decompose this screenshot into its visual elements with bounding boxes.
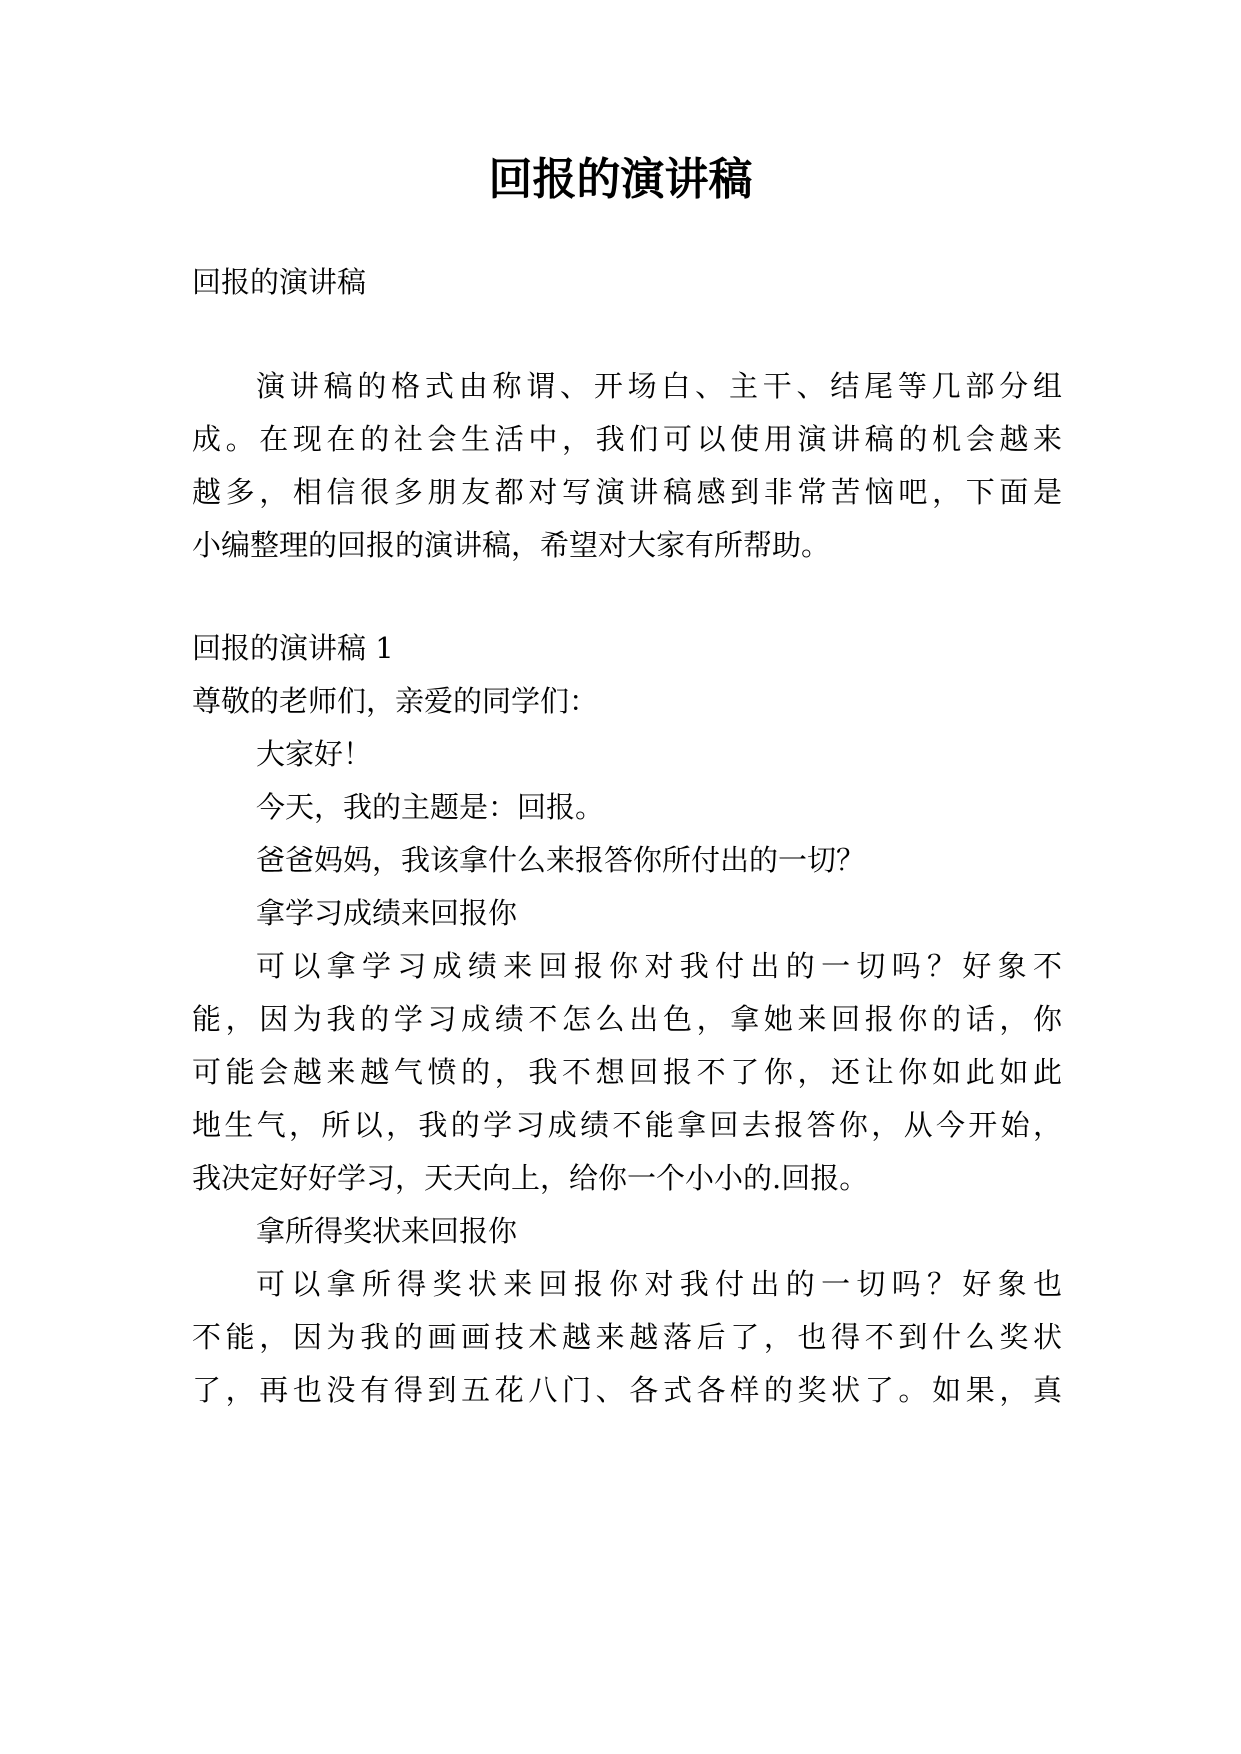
part1-body-line-3: 可能会越来越气愤的，我不想回报不了你，还让你如此如此	[192, 1055, 1062, 1089]
part1-body-line-1: 可以拿学习成绩来回报你对我付出的一切吗？好象不	[256, 949, 1062, 983]
part1-body-line-4: 地生气，所以，我的学习成绩不能拿回去报答你，从今开始，	[192, 1108, 1062, 1142]
question-line: 爸爸妈妈，我该拿什么来报答你所付出的一切？	[256, 843, 866, 877]
salutation: 尊敬的老师们，亲爱的同学们：	[192, 684, 599, 718]
document-title: 回报的演讲稿	[488, 154, 753, 205]
intro-line-2: 成。在现在的社会生活中，我们可以使用演讲稿的机会越来	[192, 422, 1062, 456]
section-heading: 回报的演讲稿 1	[192, 631, 394, 665]
part2-body-line-2: 不能，因为我的画画技术越来越落后了，也得不到什么奖状	[192, 1320, 1062, 1354]
greeting: 大家好！	[256, 737, 373, 771]
intro-line-3: 越多，相信很多朋友都对写演讲稿感到非常苦恼吧，下面是	[192, 475, 1062, 509]
part2-heading: 拿所得奖状来回报你	[256, 1214, 518, 1248]
part2-body-line-1: 可以拿所得奖状来回报你对我付出的一切吗？好象也	[256, 1267, 1062, 1301]
topic-line: 今天，我的主题是：回报。	[256, 790, 605, 824]
part1-heading: 拿学习成绩来回报你	[256, 896, 518, 930]
part1-body-line-5: 我决定好好学习，天天向上，给你一个小小的.回报。	[192, 1161, 869, 1195]
intro-line-1: 演讲稿的格式由称谓、开场白、主干、结尾等几部分组	[256, 369, 1062, 403]
document-subtitle: 回报的演讲稿	[192, 265, 367, 299]
part2-body-line-3: 了，再也没有得到五花八门、各式各样的奖状了。如果，真	[192, 1373, 1062, 1407]
part1-body-line-2: 能，因为我的学习成绩不怎么出色，拿她来回报你的话，你	[192, 1002, 1062, 1036]
intro-line-4: 小编整理的回报的演讲稿，希望对大家有所帮助。	[192, 528, 831, 562]
